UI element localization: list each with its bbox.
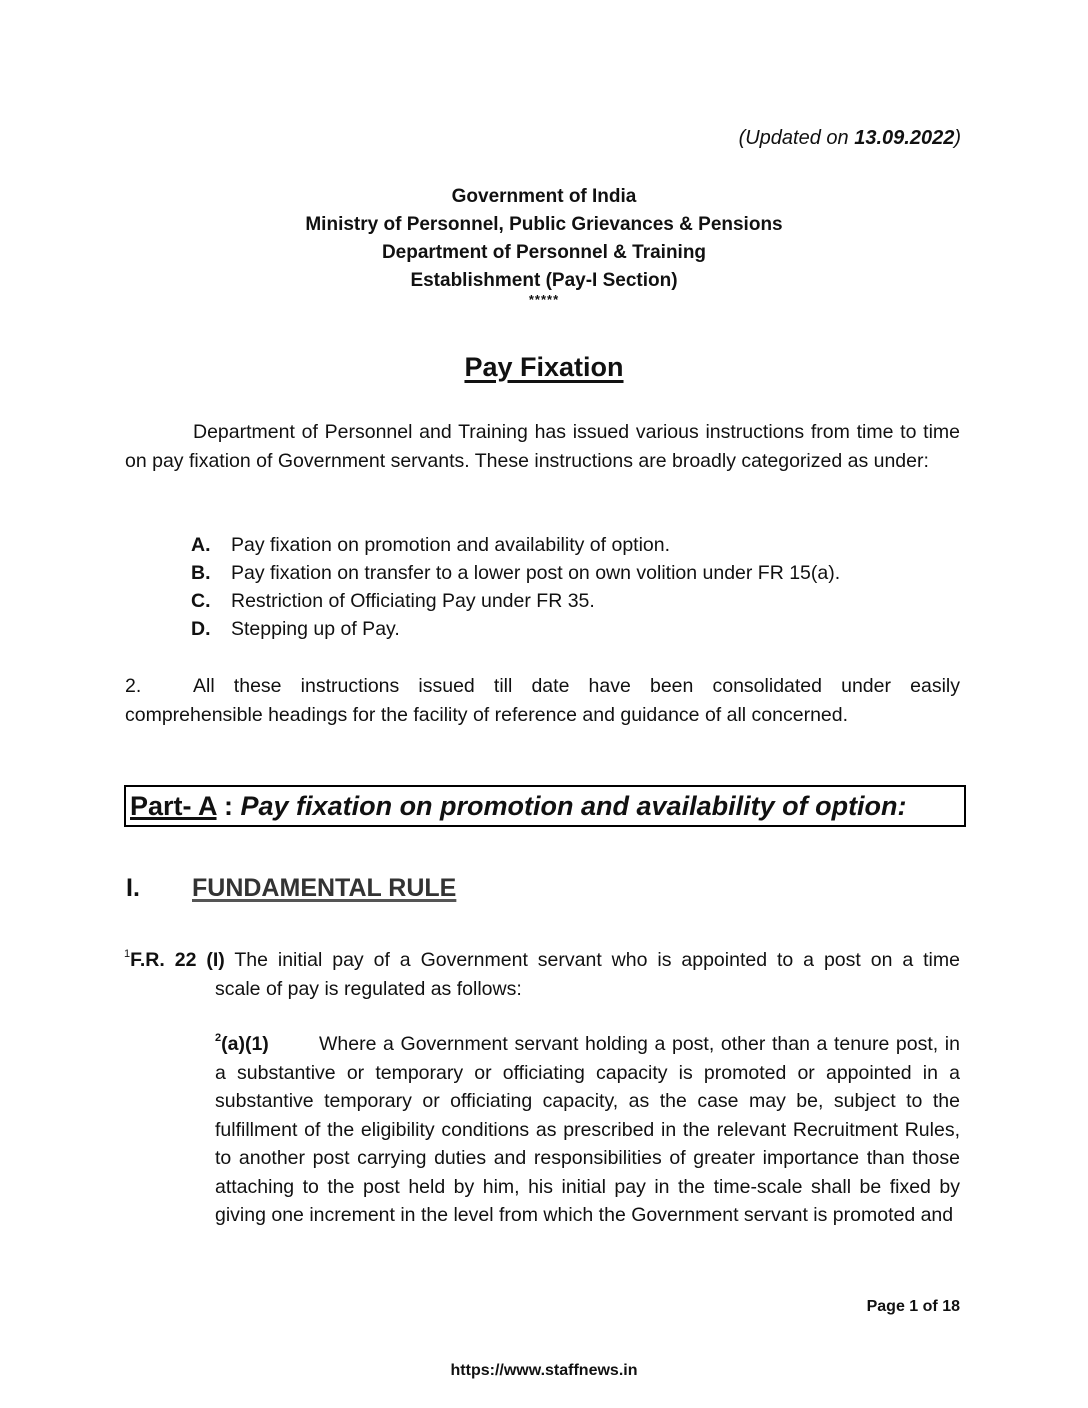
- intro-paragraph: Department of Personnel and Training has issued various instructions from time to time on pay fixation of Government servants. These instructions are broadly categorized as under:: [125, 421, 960, 472]
- updated-suffix: ): [954, 127, 961, 149]
- letterhead-ministry: Ministry of Personnel, Public Grievances & Pensions: [305, 214, 783, 235]
- list-item: [191, 587, 840, 615]
- updated-prefix: (Updated on: [738, 127, 855, 149]
- list-item: [191, 531, 840, 559]
- clause-text: Where a Government servant holding a post, other than a tenure post, in a substantive or temporary or officiating capacity is promoted or appointed in a substantive temporary or officiating capacity, as the case may be, subject to the fulfillment of the eligibility conditions as prescribed in the relevant Recruitment Rules, to another post carrying duties and responsibilities of greater importance than those attaching to the post held by him, his initial pay in the time-scale shall be fixed by giving one increment in the level from which the Government servant is promoted and: [215, 1033, 960, 1226]
- footnote-marker: 2: [215, 1032, 222, 1044]
- paragraph-number: 2.: [125, 675, 142, 697]
- category-list: [191, 531, 840, 643]
- letterhead-separator: *****: [528, 292, 560, 307]
- letterhead-department: Department of Personnel & Training: [381, 242, 707, 263]
- part-separator: :: [216, 791, 241, 821]
- footnote-marker: 1: [124, 948, 131, 960]
- page-current: 1: [909, 1298, 919, 1315]
- rule-text: The initial pay of a Government servant who is appointed to a post on a time: [224, 949, 960, 971]
- list-item-text: Pay fixation on transfer to a lower post on own volition under FR 15(a).: [231, 562, 841, 584]
- list-item: [191, 559, 840, 587]
- part-title: Pay fixation on promotion and availability of option:: [240, 791, 907, 821]
- rule-reference: F.R. 22 (I): [130, 949, 225, 971]
- updated-date-value: 13.09.2022: [854, 127, 955, 149]
- letterhead: [0, 183, 1088, 305]
- page-number-prefix: Page: [866, 1298, 910, 1315]
- part-label: Part- A: [130, 791, 217, 821]
- page-number-mid: of: [918, 1298, 943, 1315]
- page-number: [867, 1298, 960, 1316]
- list-item-text: Stepping up of Pay.: [231, 618, 400, 640]
- clause-reference: (a)(1): [221, 1033, 269, 1055]
- fr22-paragraph: [124, 946, 960, 1003]
- list-item-text: Pay fixation on promotion and availability of option.: [231, 534, 671, 556]
- list-item-letter: B.: [191, 562, 211, 584]
- list-item: [191, 615, 840, 643]
- section-numeral: I.: [126, 874, 140, 902]
- list-item-letter: D.: [191, 618, 211, 640]
- updated-date: [739, 127, 961, 150]
- letterhead-section: Establishment (Pay-I Section): [410, 270, 678, 291]
- page-total: 18: [942, 1298, 960, 1315]
- part-a-heading-box: [124, 785, 966, 827]
- section-title: FUNDAMENTAL RULE: [192, 874, 457, 902]
- paragraph-2: [125, 672, 960, 729]
- rule-text-continued: scale of pay is regulated as follows:: [215, 977, 522, 1000]
- list-item-letter: C.: [191, 590, 211, 612]
- list-item-letter: A.: [191, 534, 211, 556]
- paragraph-text: All these instructions issued till date have been consolidated under easily comprehensible headings for the facility of reference and guidance of all concerned.: [125, 675, 960, 726]
- section-heading: [126, 874, 456, 903]
- letterhead-government: Government of India: [451, 186, 637, 207]
- footer-url[interactable]: https://www.staffnews.in: [450, 1362, 638, 1379]
- page-title: Pay Fixation: [464, 352, 624, 382]
- list-item-text: Restriction of Officiating Pay under FR 35.: [231, 590, 595, 612]
- clause-a1: [215, 1030, 960, 1230]
